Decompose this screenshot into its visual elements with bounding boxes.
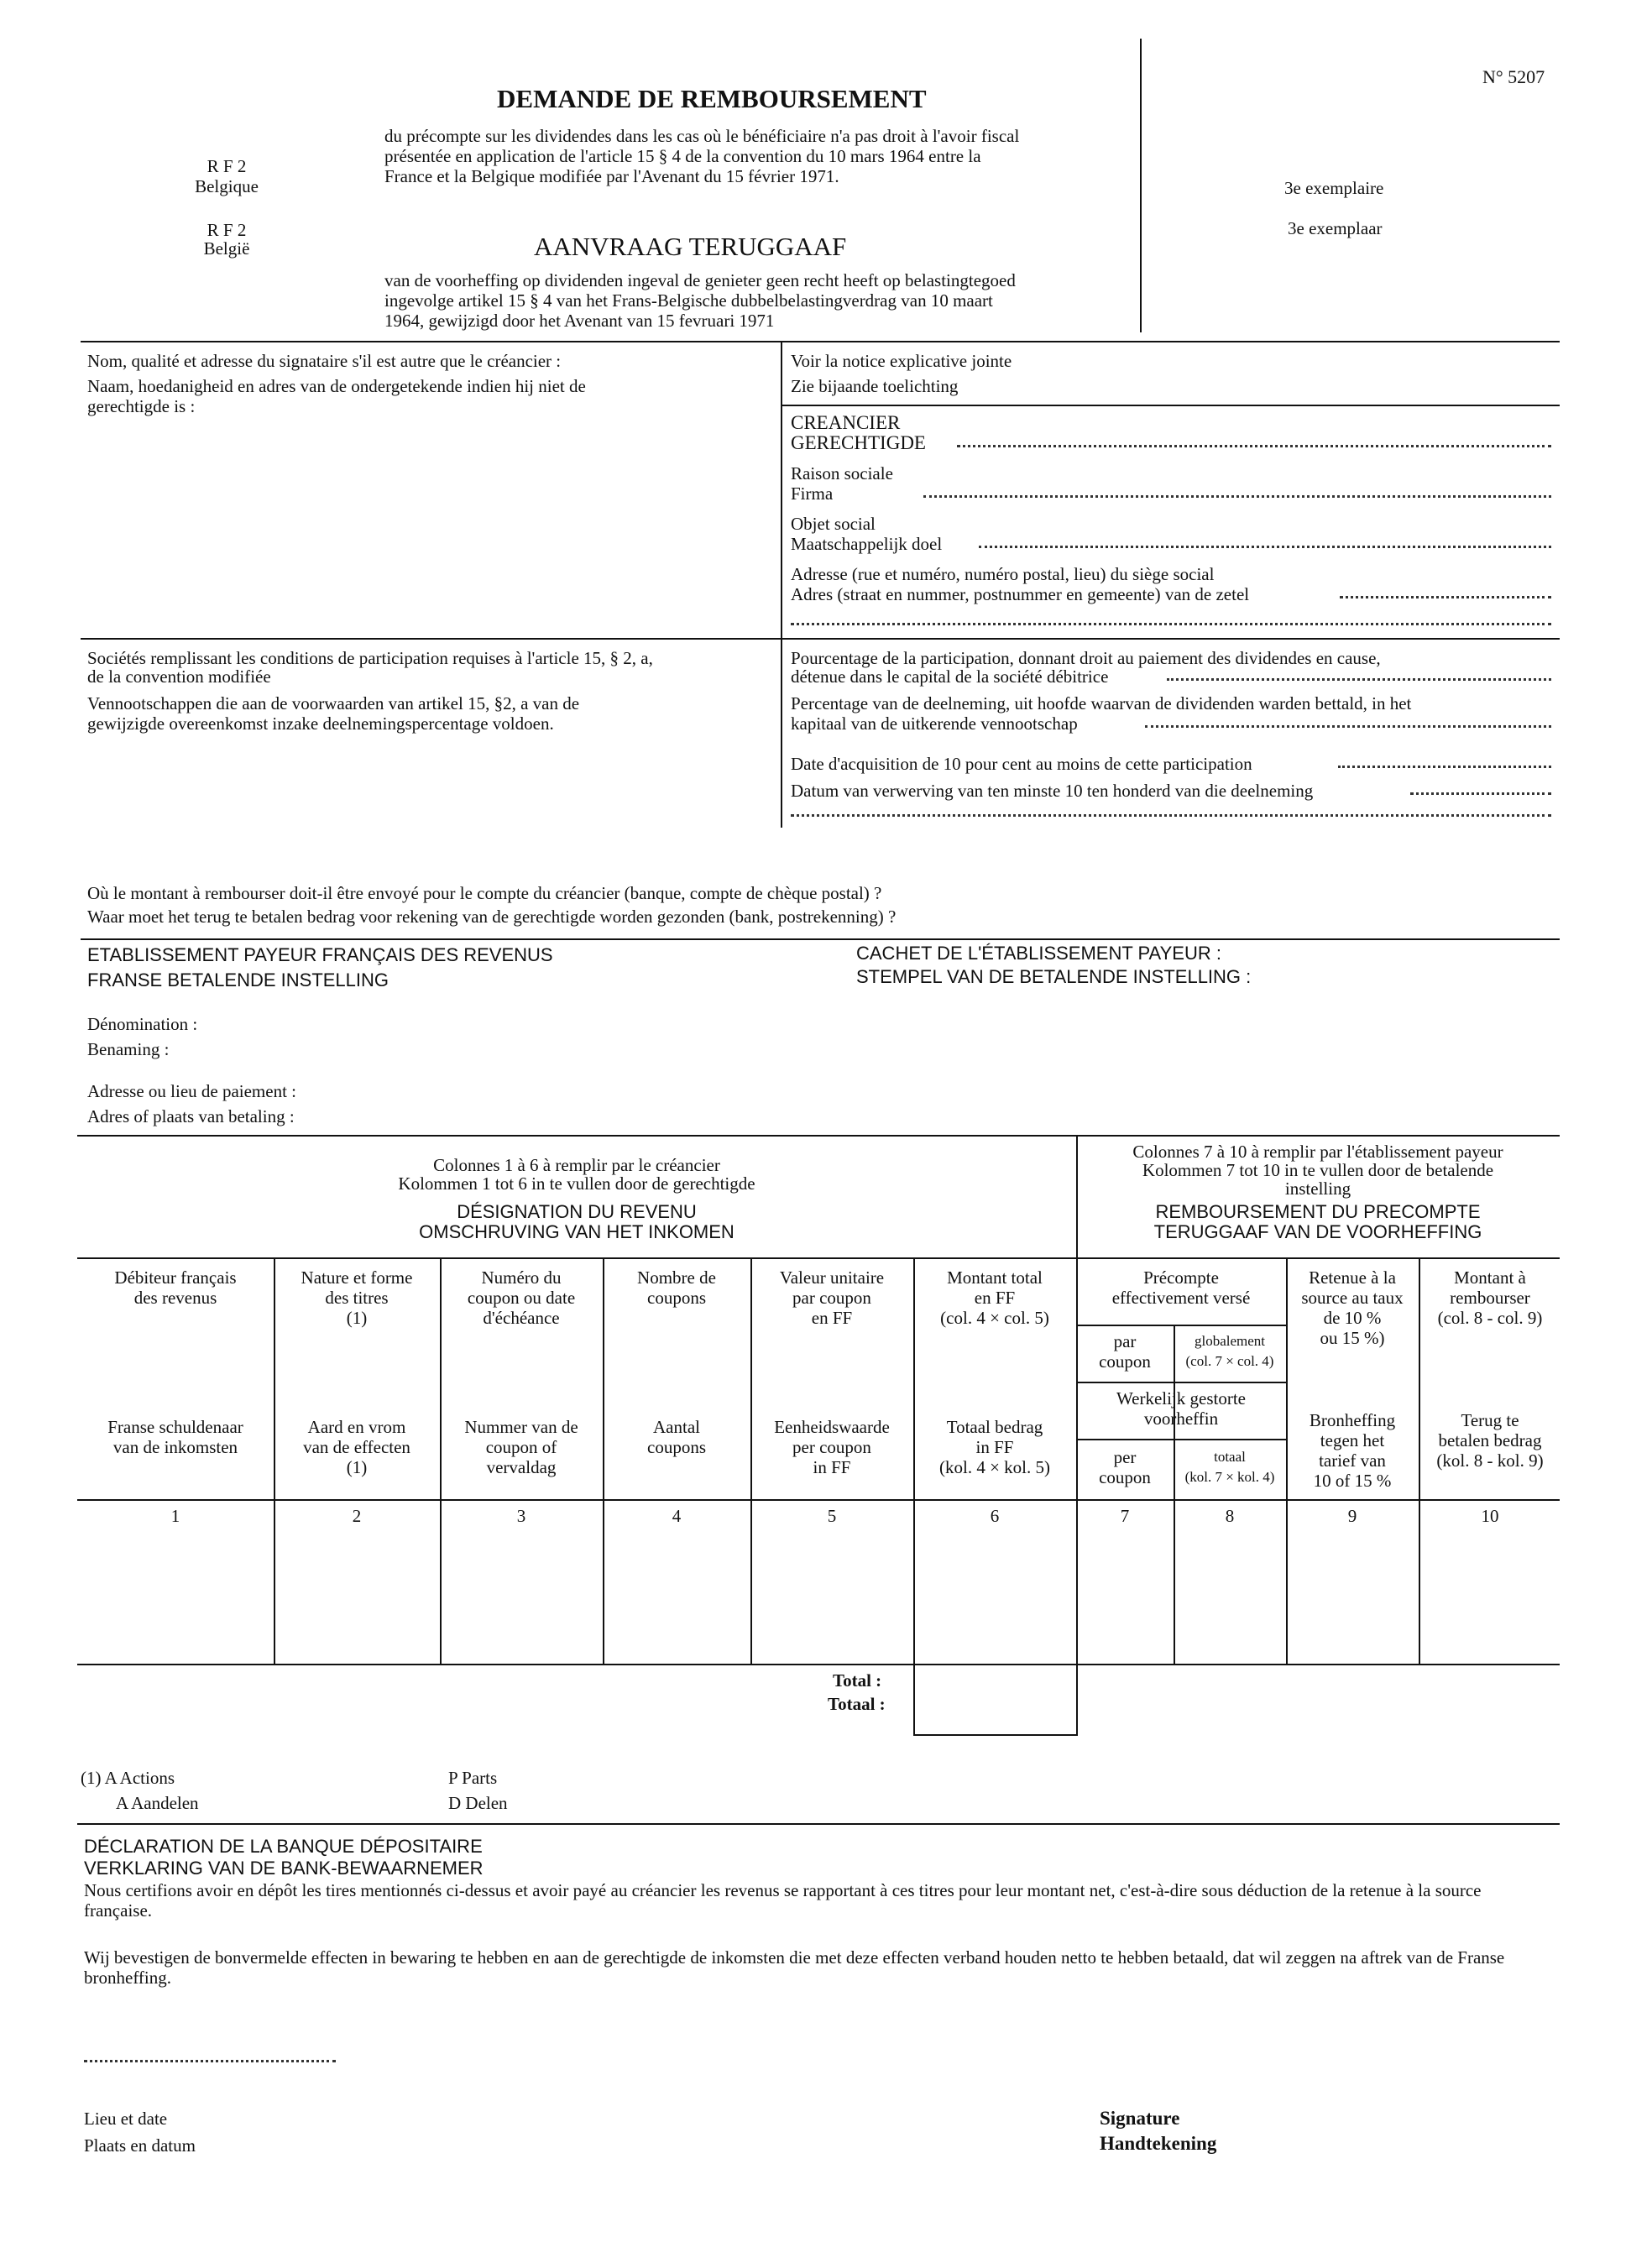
bank-question-nl: Waar moet het terug te betalen bedrag voor rekening van de gerechtigde worden gezonden (bank, postrekenning) ? bbox=[87, 907, 897, 927]
header-divider bbox=[1140, 39, 1142, 332]
footnote-aandelen: A Aandelen bbox=[116, 1793, 199, 1813]
col2-header-fr: Nature et forme des titres (1) bbox=[301, 1267, 413, 1328]
table-left-header-4: OMSCHRUVING VAN HET INKOMEN bbox=[419, 1221, 735, 1242]
raison-label-fr: Raison sociale bbox=[791, 463, 893, 483]
table-bottom-line bbox=[77, 1664, 1560, 1665]
payment-address-label-fr: Adresse ou lieu de paiement : bbox=[87, 1081, 297, 1101]
total-label-nl: Totaal : bbox=[828, 1694, 886, 1714]
col3-header-nl: Nummer van de coupon of vervaldag bbox=[464, 1417, 578, 1477]
pct-field-nl[interactable] bbox=[1145, 725, 1551, 728]
paying-label-fr: ETABLISSEMENT PAYEUR FRANÇAIS DES REVENUS bbox=[87, 944, 553, 965]
col8-header-nl: totaal (kol. 7 × kol. 4) bbox=[1184, 1449, 1275, 1485]
participation-left-fr-1: Sociétés remplissant les conditions de participation requises à l'article 15, § 2, a, bbox=[87, 648, 653, 668]
copy-label-fr: 3e exemplaire bbox=[1284, 178, 1384, 198]
participation-left-nl-1: Vennootschappen die aan de voorwaarden van artikel 15, §2, a van de bbox=[87, 693, 580, 713]
signatory-label-fr: Nom, qualité et adresse du signataire s'il est autre que le créancier : bbox=[87, 351, 562, 371]
total-label-fr: Total : bbox=[833, 1670, 882, 1691]
table-left-header-2: Kolommen 1 tot 6 in te vullen door de gerechtigde bbox=[398, 1173, 755, 1194]
objet-field[interactable] bbox=[979, 546, 1551, 548]
col9-header-fr: Retenue à la source au taux de 10 % ou 15 %) bbox=[1301, 1267, 1404, 1348]
title-nl: AANVRAAG TERUGGAAF bbox=[534, 232, 847, 261]
stamp-label-fr: CACHET DE L'ÉTABLISSEMENT PAYEUR : bbox=[856, 943, 1221, 964]
total-bottom-line bbox=[913, 1734, 1078, 1736]
col-number: 8 bbox=[1225, 1506, 1235, 1526]
footnote-actions: (1) A Actions bbox=[81, 1768, 175, 1788]
total-field[interactable] bbox=[915, 1665, 1074, 1734]
col10-header-fr: Montant à rembourser (col. 8 - col. 9) bbox=[1437, 1267, 1543, 1328]
col7-header-nl: per coupon bbox=[1099, 1447, 1151, 1487]
objet-label-fr: Objet social bbox=[791, 514, 876, 534]
table-header-line bbox=[77, 1257, 1560, 1259]
col1-header-nl: Franse schuldenaar van de inkomsten bbox=[107, 1417, 243, 1457]
section-line bbox=[81, 638, 1560, 640]
col-number: 6 bbox=[990, 1506, 1000, 1526]
subtitle-fr-line3: France et la Belgique modifiée par l'Avenant du 15 février 1971. bbox=[384, 166, 839, 186]
place-date-label-fr: Lieu et date bbox=[84, 2109, 168, 2129]
col78-subline-3 bbox=[1076, 1439, 1286, 1440]
creditor-label-fr: CREANCIER bbox=[791, 412, 901, 433]
col3-header-fr: Numéro du coupon ou date d'échéance bbox=[467, 1267, 576, 1328]
col5-header-nl: Eenheidswaarde per coupon in FF bbox=[774, 1417, 890, 1477]
participation-left-fr-2: de la convention modifiée bbox=[87, 666, 271, 687]
col78-header-nl: Werkelijk gestorte voorheffin bbox=[1116, 1388, 1246, 1429]
form-number: N° 5207 bbox=[1482, 66, 1545, 87]
place-date-field[interactable] bbox=[84, 2060, 336, 2062]
table-right-header-2: Kolommen 7 tot 10 in te vullen door de betalende bbox=[1142, 1160, 1494, 1180]
participation-left-nl-2: gewijzigde overeenkomst inzake deelnemingspercentage voldoen. bbox=[87, 713, 554, 734]
col4-header-fr: Nombre de coupons bbox=[637, 1267, 716, 1308]
country-fr: Belgique bbox=[195, 176, 259, 196]
bank-question-fr: Où le montant à rembourser doit-il être envoyé pour le compte du créancier (banque, compte de chèque postal) ? bbox=[87, 883, 882, 903]
col5-header-fr: Valeur unitaire par coupon en FF bbox=[779, 1267, 885, 1328]
denomination-label-fr: Dénomination : bbox=[87, 1014, 198, 1034]
col78-header-fr: Précompte effectivement versé bbox=[1111, 1267, 1251, 1308]
form-code-fr: R F 2 bbox=[206, 156, 247, 176]
col-number: 10 bbox=[1481, 1506, 1499, 1526]
declaration-text-fr: Nous certifions avoir en dépôt les tires mentionnés ci-dessus et avoir payé au créancier les revenus se rapportant à ces titres pour leur montant net, c'est-à-dire sous déduction de la retenue à la source française. bbox=[84, 1880, 1482, 1921]
creditor-label-nl: GERECHTIGDE bbox=[791, 432, 926, 453]
form-code-nl: R F 2 bbox=[206, 220, 247, 240]
adresse-label-fr: Adresse (rue et numéro, numéro postal, lieu) du siège social bbox=[791, 564, 1215, 584]
date-label-fr: Date d'acquisition de 10 pour cent au moins de cette participation bbox=[791, 754, 1252, 774]
adresse-label-nl: Adres (straat en nummer, postnummer en gemeente) van de zetel bbox=[791, 584, 1250, 604]
creditor-field[interactable] bbox=[957, 445, 1551, 447]
table-columns-line bbox=[77, 1499, 1560, 1501]
declaration-title-fr: DÉCLARATION DE LA BANQUE DÉPOSITAIRE bbox=[84, 1836, 483, 1857]
pct-label-fr-1: Pourcentage de la participation, donnant droit au paiement des dividendes en cause, bbox=[791, 648, 1381, 668]
col2-header-nl: Aard en vrom van de effecten (1) bbox=[303, 1417, 410, 1477]
col9-header-nl: Bronheffing tegen het tarief van 10 of 15 % bbox=[1309, 1410, 1396, 1491]
creditor-line bbox=[781, 405, 1560, 406]
raison-label-nl: Firma bbox=[791, 483, 834, 504]
col-number: 9 bbox=[1347, 1506, 1357, 1526]
objet-label-nl: Maatschappelijk doel bbox=[791, 534, 943, 554]
subtitle-fr-line2: présentée en application de l'article 15 § 4 de la convention du 10 mars 1964 entre la bbox=[384, 146, 981, 166]
col-number: 4 bbox=[672, 1506, 682, 1526]
title-fr: DEMANDE DE REMBOURSEMENT bbox=[497, 84, 927, 113]
adresse-field-2[interactable] bbox=[791, 623, 1551, 625]
section-line bbox=[81, 341, 1560, 342]
section-line bbox=[81, 938, 1560, 940]
section-divider bbox=[781, 341, 782, 828]
country-nl: België bbox=[203, 238, 250, 259]
table-left-header-1: Colonnes 1 à 6 à remplir par le créancier bbox=[433, 1155, 720, 1175]
footnote-parts: P Parts bbox=[448, 1768, 498, 1788]
col6-header-nl: Totaal bedrag in FF (kol. 4 × kol. 5) bbox=[939, 1417, 1050, 1477]
signatory-label-nl-2: gerechtigde is : bbox=[87, 396, 196, 416]
copy-label-nl: 3e exemplaar bbox=[1288, 218, 1383, 238]
place-date-label-nl: Plaats en datum bbox=[84, 2135, 196, 2156]
subtitle-fr-line1: du précompte sur les dividendes dans les cas où le bénéficiaire n'a pas droit à l'avoir fiscal bbox=[384, 126, 1020, 146]
col-number: 2 bbox=[352, 1506, 362, 1526]
col4-header-nl: Aantal coupons bbox=[647, 1417, 706, 1457]
pct-label-fr-2: détenue dans le capital de la société débitrice bbox=[791, 666, 1109, 687]
table-right-header-3: instelling bbox=[1284, 1179, 1351, 1199]
notice-fr: Voir la notice explicative jointe bbox=[791, 351, 1012, 371]
signature-label-fr: Signature bbox=[1100, 2108, 1180, 2129]
col8-header-fr: globalement (col. 7 × col. 4) bbox=[1185, 1333, 1274, 1369]
col78-subline-2 bbox=[1076, 1382, 1286, 1383]
paying-label-nl: FRANSE BETALENDE INSTELLING bbox=[87, 969, 389, 990]
declaration-title-nl: VERKLARING VAN DE BANK-BEWAARNEMER bbox=[84, 1858, 484, 1879]
col6-header-fr: Montant total en FF (col. 4 × col. 5) bbox=[940, 1267, 1049, 1328]
footnote-delen: D Delen bbox=[448, 1793, 508, 1813]
pct-field-fr[interactable] bbox=[1167, 678, 1551, 681]
notice-nl: Zie bijaande toelichting bbox=[791, 376, 959, 396]
denomination-label-nl: Benaming : bbox=[87, 1039, 170, 1059]
payment-address-label-nl: Adres of plaats van betaling : bbox=[87, 1106, 295, 1126]
date-field-extra[interactable] bbox=[791, 814, 1551, 817]
table-left-header-3: DÉSIGNATION DU REVENU bbox=[457, 1201, 697, 1222]
pct-label-nl-1: Percentage van de deelneming, uit hoofde waarvan de dividenden warden bettald, in het bbox=[791, 693, 1412, 713]
col10-header-nl: Terug te betalen bedrag (kol. 8 - kol. 9) bbox=[1436, 1410, 1544, 1471]
table-top-line bbox=[77, 1135, 1560, 1137]
table-right-header-4: REMBOURSEMENT DU PRECOMPTE bbox=[1155, 1201, 1481, 1222]
col-number: 3 bbox=[516, 1506, 526, 1526]
subtitle-nl-line1: van de voorheffing op dividenden ingeval de genieter geen recht heeft op belastingtegoed bbox=[384, 270, 1016, 290]
col1-header-fr: Débiteur français des revenus bbox=[114, 1267, 237, 1308]
table-data-area[interactable] bbox=[77, 1528, 1560, 1662]
col78-subline-1 bbox=[1076, 1325, 1286, 1326]
pct-label-nl-2: kapitaal van de uitkerende vennootschap bbox=[791, 713, 1078, 734]
date-field-fr[interactable] bbox=[1338, 766, 1551, 768]
section-line bbox=[77, 1823, 1560, 1825]
declaration-text-nl: Wij bevestigen de bonvermelde effecten in bewaring te hebben en aan de gerechtigde de inkomsten die met deze effecten verband houden netto te hebben betaald, dat wil zeggen na aftrek van de Franse bronheffing. bbox=[84, 1947, 1505, 1988]
date-label-nl: Datum van verwerving van ten minste 10 ten honderd van die deelneming bbox=[791, 781, 1314, 801]
col-number: 7 bbox=[1120, 1506, 1130, 1526]
date-field-nl[interactable] bbox=[1410, 792, 1551, 795]
stamp-label-nl: STEMPEL VAN DE BETALENDE INSTELLING : bbox=[856, 966, 1252, 987]
raison-field[interactable] bbox=[923, 495, 1551, 498]
subtitle-nl-line3: 1964, gewijzigd door het Avenant van 15 fevruari 1971 bbox=[384, 311, 775, 331]
col-number: 1 bbox=[170, 1506, 180, 1526]
signature-field[interactable] bbox=[1091, 2048, 1511, 2098]
signature-label-nl: Handtekening bbox=[1100, 2133, 1217, 2154]
table-right-header-1: Colonnes 7 à 10 à remplir par l'établissement payeur bbox=[1132, 1142, 1503, 1162]
col7-header-fr: par coupon bbox=[1099, 1331, 1151, 1372]
col-number: 5 bbox=[827, 1506, 837, 1526]
adresse-field-1[interactable] bbox=[1340, 596, 1551, 598]
table-right-header-5: TERUGGAAF VAN DE VOORHEFFING bbox=[1153, 1221, 1482, 1242]
subtitle-nl-line2: ingevolge artikel 15 § 4 van het Frans-Belgische dubbelbelastingverdrag van 10 maart bbox=[384, 290, 993, 311]
signatory-label-nl-1: Naam, hoedanigheid en adres van de ondergetekende indien hij niet de bbox=[87, 376, 586, 396]
